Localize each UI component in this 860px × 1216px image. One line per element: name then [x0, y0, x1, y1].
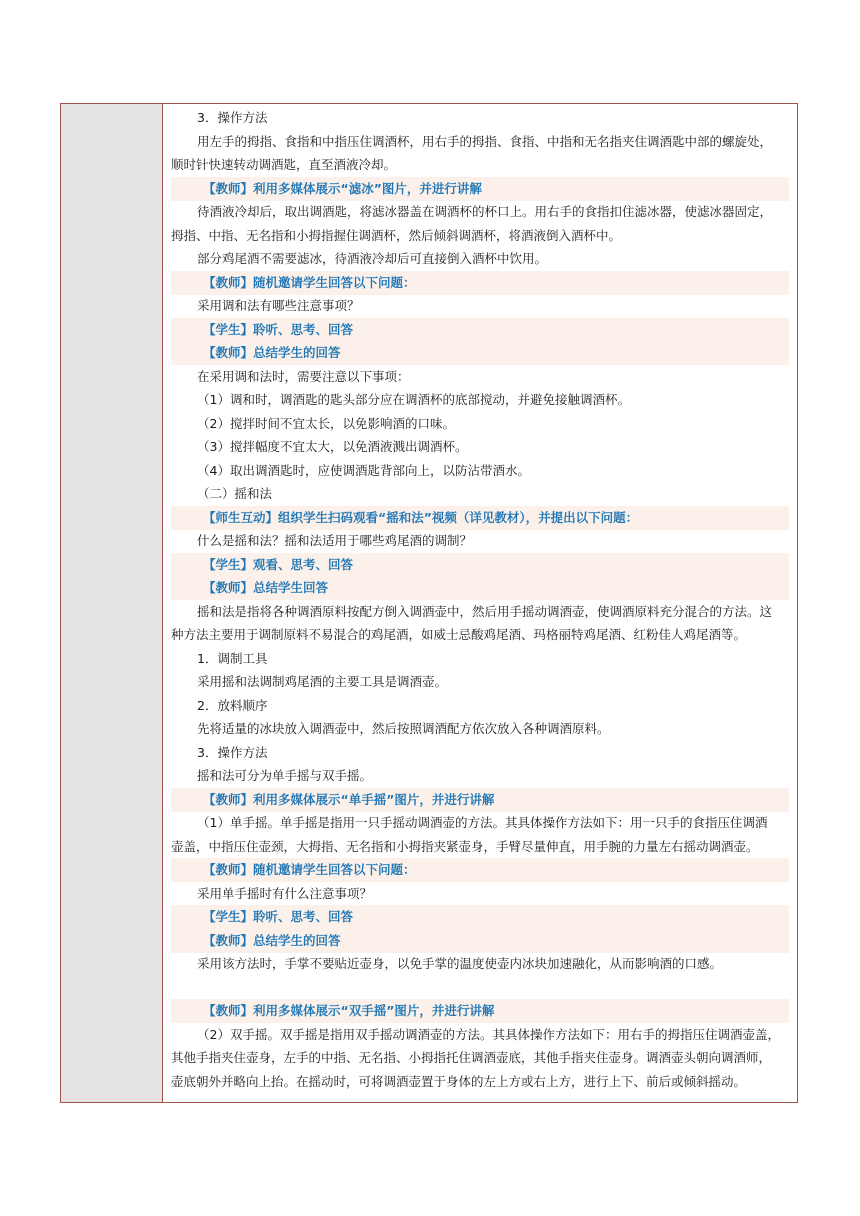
text-line: 其他手指夹住壶身，左手的中指、无名指、小拇指托住调酒壶底，其他手指夹住壶身。调酒壶头朝向调酒师， [171, 1050, 772, 1065]
text-line: 用左手的拇指、食指和中指压住调酒杯，用右手的拇指、食指、中指和无名指夹住调酒匙中部的螺旋处， [197, 133, 773, 149]
text-line: 部分鸡尾酒不需要滤冰，待酒液冷却后可直接倒入酒杯中饮用。 [197, 251, 548, 266]
highlight-line: 【教师】总结学生回答 [171, 576, 789, 600]
content-cell [163, 104, 797, 1102]
text-line: 顺时针快速转动调酒匙，直至酒液冷却。 [171, 157, 397, 172]
text-line: （1）单手摇。单手摇是指用一只手摇动调酒壶的方法。其具体操作方法如下：用一只手的食指压住调酒 [197, 815, 768, 830]
highlight-line: 【教师】随机邀请学生回答以下问题： [171, 858, 789, 882]
highlight-line: 【学生】观看、思考、回答 [171, 553, 789, 577]
text-line: （4）取出调酒匙时，应使调酒匙背部向上，以防沾带酒水。 [197, 462, 530, 478]
highlight-line: 【学生】聆听、思考、回答 [171, 905, 789, 929]
text-line: （1）调和时，调酒匙的匙头部分应在调酒杯的底部搅动，并避免接触调酒杯。 [197, 392, 630, 407]
text-line: 采用调和法有哪些注意事项？ [197, 298, 360, 313]
text-line: 壶盖，中指压住壶颈，大拇指、无名指和小拇指夹紧壶身，手臂尽量伸直，用手腕的力量左右摇动调酒壶。 [171, 838, 759, 854]
highlight-line: 【教师】总结学生的回答 [171, 341, 789, 365]
highlight-line: 【学生】聆听、思考、回答 [171, 318, 789, 342]
lesson-table [60, 103, 798, 1103]
text-line [171, 976, 789, 1000]
text-line: 采用该方法时，手掌不要贴近壶身，以免手掌的温度使壶内冰块加速融化，从而影响酒的口感。 [197, 956, 723, 971]
text-line: 3．操作方法 [197, 744, 268, 760]
text-line: 壶底朝外并略向上抬。在摇动时，可将调酒壶置于身体的左上方或右上方，进行上下、前后或倾斜摇动。 [171, 1073, 747, 1089]
text-line: 3．操作方法 [197, 110, 268, 125]
text-line: 待酒液冷却后，取出调酒匙，将滤冰器盖在调酒杯的杯口上。用右手的食指扣住滤冰器，使滤冰器固定， [197, 204, 773, 219]
highlight-line: 【教师】利用多媒体展示“双手摇”图片，并进行讲解 [171, 999, 789, 1023]
label-column [61, 104, 163, 1102]
text-line: 什么是摇和法？摇和法适用于哪些鸡尾酒的调制？ [197, 533, 473, 548]
text-line: 摇和法可分为单手摇与双手摇。 [197, 768, 373, 783]
text-line: 1．调制工具 [197, 650, 268, 666]
highlight-line: 【教师】利用多媒体展示“单手摇”图片，并进行讲解 [171, 788, 789, 812]
text-line: 先将适量的冰块放入调酒壶中，然后按照调酒配方依次放入各种调酒原料。 [197, 721, 610, 736]
text-line: 种方法主要用于调制原料不易混合的鸡尾酒，如威士忌酸鸡尾酒、玛格丽特鸡尾酒、红粉佳人鸡尾酒等。 [171, 627, 747, 642]
text-line: 摇和法是指将各种调酒原料按配方倒入调酒壶中，然后用手摇动调酒壶，使调酒原料充分混合的方法。这 [197, 603, 773, 619]
text-line: 采用单手摇时有什么注意事项？ [197, 885, 373, 901]
text-line: （2）双手摇。双手摇是指用双手摇动调酒壶的方法。其具体操作方法如下：用右手的拇指压住调酒壶盖， [197, 1026, 780, 1042]
text-line: 在采用调和法时，需要注意以下事项： [197, 368, 410, 384]
text-line: 拇指、中指、无名指和小拇指握住调酒杯，然后倾斜调酒杯，将酒液倒入酒杯中。 [171, 227, 622, 243]
highlight-line: 【师生互动】组织学生扫码观看“摇和法”视频（详见教材），并提出以下问题： [171, 506, 789, 530]
text-line: （二）摇和法 [197, 486, 273, 501]
text-line: （2）搅拌时间不宜太长，以免影响酒的口味。 [197, 415, 455, 431]
text-line: 采用摇和法调制鸡尾酒的主要工具是调酒壶。 [197, 674, 448, 689]
highlight-line: 【教师】随机邀请学生回答以下问题： [171, 271, 789, 295]
text-line: （3）搅拌幅度不宜太大，以免酒液溅出调酒杯。 [197, 439, 468, 454]
highlight-line: 【教师】总结学生的回答 [171, 929, 789, 953]
highlight-line: 【教师】利用多媒体展示“滤冰”图片，并进行讲解 [171, 177, 789, 201]
text-line: 2．放料顺序 [197, 697, 268, 713]
